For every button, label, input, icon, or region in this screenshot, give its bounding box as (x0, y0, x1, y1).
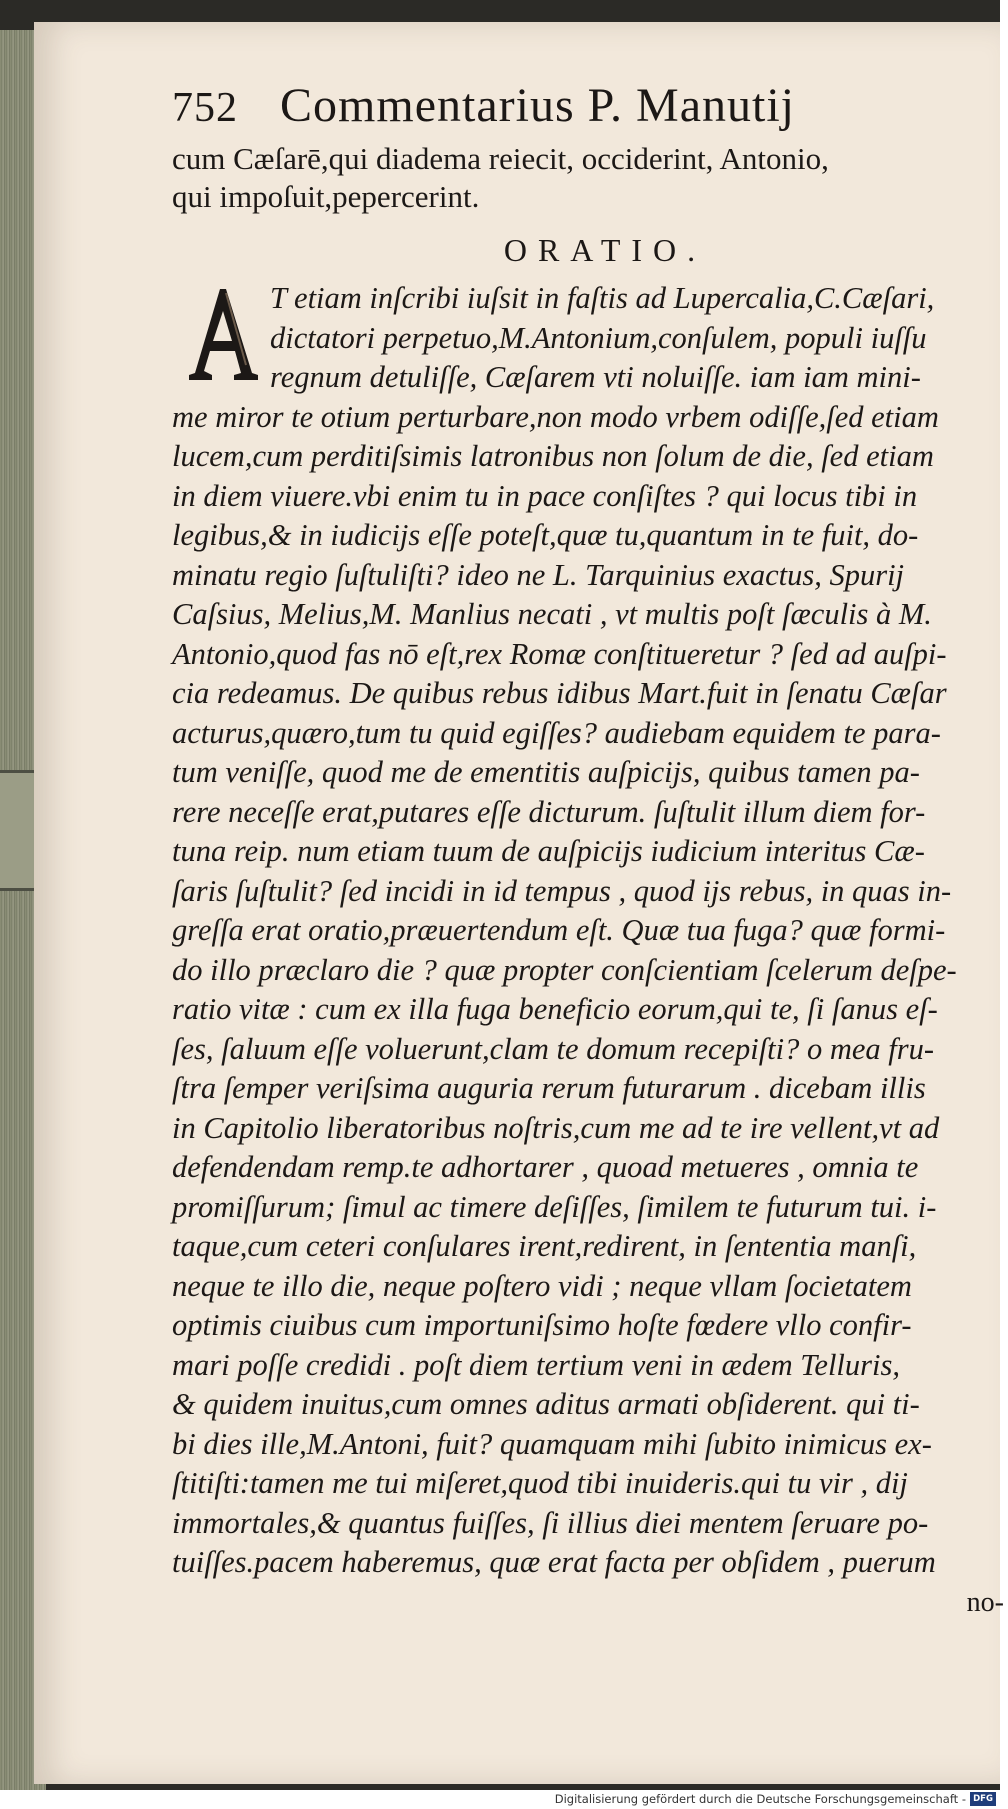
oration-line: promiſſurum; ſimul ac timere deſiſſes, ſimilem te futurum tui. i- (172, 1189, 937, 1224)
drop-cap-letter-graphic (186, 285, 260, 385)
oration-line: ratio vitæ : cum ex illa fuga beneficio eorum,qui te, ſi ſanus eſ- (172, 992, 938, 1026)
oration-line: Caſsius, Melius,M. Manlius necati , vt multis poſt ſæculis à M. (172, 597, 932, 631)
oration-line: dictatori perpetuo,M.Antonium,conſulem, populi iuſſu (270, 320, 927, 355)
section-heading: ORATIO. (503, 232, 707, 268)
intro-line: qui impoſuit,pepercerint. (172, 179, 480, 214)
oration-line: neque te illo die, neque poſtero vidi ; neque vllam ſocietatem (172, 1268, 912, 1303)
oration-line: in Capitolio liberatoribus noſtris,cum me ad te ire vellent,vt ad (172, 1110, 940, 1145)
oration-line: tuiſſes.pacem haberemus, quæ erat facta per obſidem , puerum (172, 1545, 936, 1579)
page-content (172, 80, 1008, 1619)
oration-line: defendendam remp.te adhortarer , quoad metueres , omnia te (172, 1150, 919, 1184)
oration-line: do illo præclaro die ? quæ propter conſcientiam ſcelerum deſpe- (172, 952, 957, 987)
oration-line: mari poſſe credidi . poſt diem tertium veni in ædem Telluris, (172, 1347, 900, 1382)
oration-line: ſes, ſaluum eſſe voluerunt,clam te domum recepiſti? o mea fru- (172, 1031, 935, 1066)
footer-bar (0, 1790, 1000, 1809)
catchword: no- (966, 1586, 1004, 1618)
intro-paragraph (172, 140, 1008, 216)
oration-line: T etiam inſcribi iuſsit in faſtis ad Lupercalia,C.Cæſari, (270, 281, 935, 315)
oration-line: taque,cum ceteri conſulares irent,redirent, in ſententia manſi, (172, 1229, 917, 1263)
oration-text (172, 279, 1008, 1583)
oration-line: ſtitiſti:tamen me tui miſeret,quod tibi inuideris.qui tu vir , dij (172, 1466, 908, 1500)
page-number: 752 (172, 85, 238, 131)
dfg-logo: DFG (970, 1792, 996, 1806)
digitization-credit: Digitalisierung gefördert durch die Deutsche Forschungsgemeinschaft - (554, 1792, 966, 1806)
oration-line: legibus,& in iudicijs eſſe poteſt,quæ tu,quantum in te fuit, do- (172, 518, 919, 552)
intro-line: cum Cæſarē,qui diadema reiecit, occiderint, Antonio, (172, 141, 829, 176)
oration-line: tuna reip. num etiam tuum de auſpicijs iudicium interitus Cæ- (172, 834, 925, 868)
oration-line: Antonio,quod fas nō eſt,rex Romæ conſtitueretur ? ſed ad auſpi- (172, 636, 947, 671)
oration-line: greſſa erat oratio,præuertendum eſt. Quæ tua fuga? quæ formi- (172, 913, 946, 947)
oration-line: ſaris ſuſtulit? ſed incidi in id tempus , quod ijs rebus, in quas in- (172, 873, 952, 908)
drop-cap-initial (186, 285, 260, 385)
oration-line: cia redeamus. De quibus rebus idibus Mart.fuit in ſenatu Cæſar (172, 676, 947, 710)
oration-line: tum veniſſe, quod me de ementitis auſpicijs, quibus tamen pa- (172, 755, 920, 789)
oration-line: lucem,cum perditiſsimis latronibus non ſolum de die, ſed etiam (172, 439, 934, 473)
running-title: Commentarius P. Manutij (280, 79, 795, 132)
oration-line: acturus,quæro,tum tu quid egiſſes? audiebam equidem te para- (172, 715, 941, 750)
book-page (34, 22, 1004, 1784)
running-head (172, 80, 1008, 134)
oration-line: minatu regio ſuſtuliſti? ideo ne L. Tarquinius exactus, Spurij (172, 557, 905, 592)
oration-line: rere neceſſe erat,putares eſſe dicturum. ſuſtulit illum diem for- (172, 794, 926, 829)
oration-line: immortales,& quantus fuiſſes, ſi illius diei mentem ſeruare po- (172, 1505, 929, 1540)
oration-line: regnum detuliſſe, Cæſarem vti noluiſſe. iam iam mini- (270, 360, 921, 394)
oration-line: ſtra ſemper veriſsima auguria rerum futurarum . dicebam illis (172, 1071, 926, 1105)
oration-line: & quidem inuitus,cum omnes aditus armati obſiderent. qui ti- (172, 1387, 920, 1421)
oration-line: optimis ciuibus cum importuniſsimo hoſte fœdere vllo confir- (172, 1308, 912, 1342)
oration-line: bi dies ille,M.Antoni, fuit? quamquam mihi ſubito inimicus ex- (172, 1426, 932, 1461)
oration-line: me miror te otium perturbare,non modo vrbem odiſſe,ſed etiam (172, 399, 939, 434)
oration-line: in diem viuere.vbi enim tu in pace conſiſtes ? qui locus tibi in (172, 478, 918, 513)
